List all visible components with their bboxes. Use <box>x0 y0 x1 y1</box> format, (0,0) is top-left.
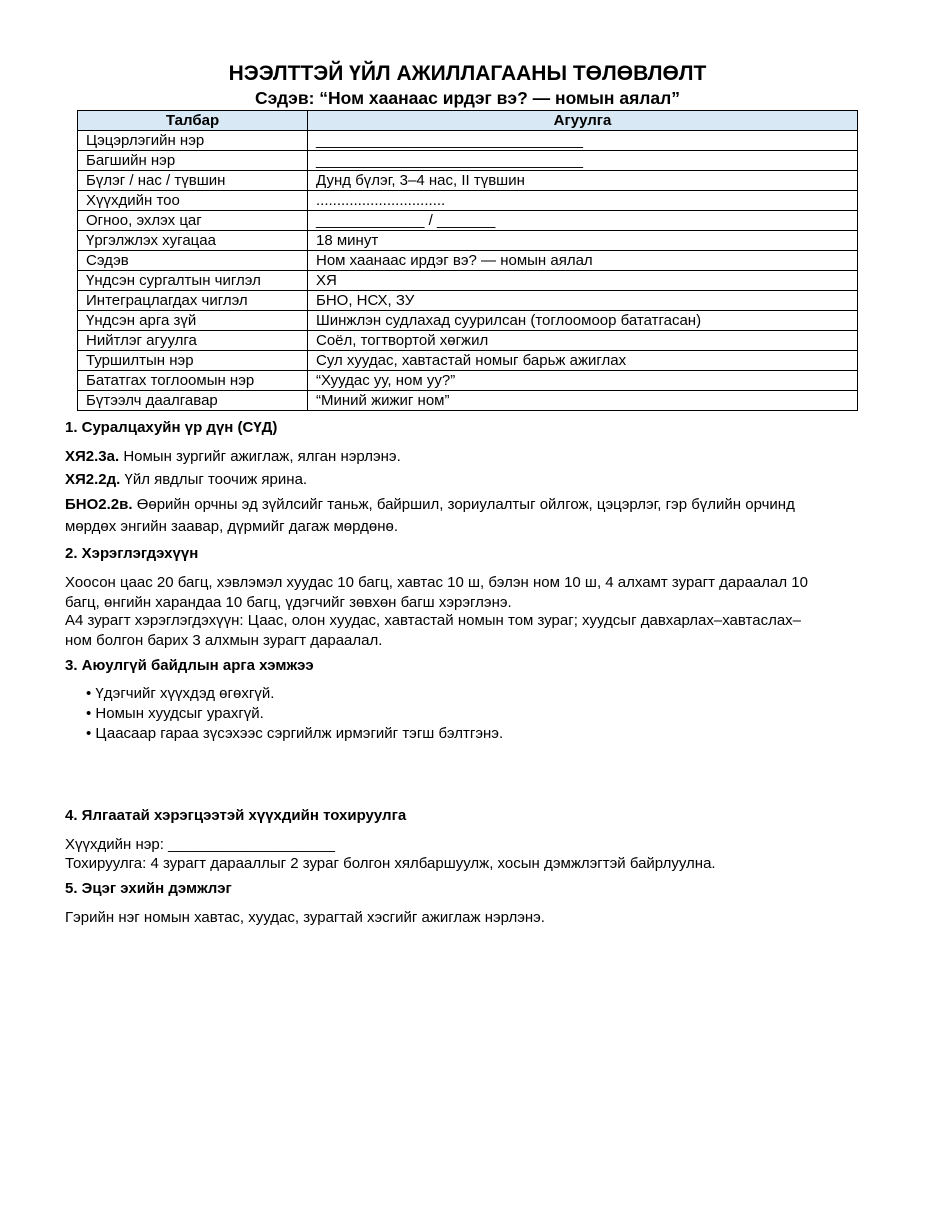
info-table <box>77 110 858 411</box>
table-row <box>78 171 858 191</box>
table-cell: ________________________________ <box>308 131 858 151</box>
table-cell: ________________________________ <box>308 151 858 171</box>
table-cell: Сул хуудас, хавтастай номыг барьж ажиглах <box>308 351 858 371</box>
section-heading-safety: 3. Аюулгүй байдлын арга хэмжээ <box>65 657 314 674</box>
table-row <box>78 371 858 391</box>
table-header-field: Талбар <box>78 111 308 131</box>
parent-support-text: Гэрийн нэг номын хавтас, хуудас, зурагтай хэсгийг ажиглаж нэрлэнэ. <box>65 909 545 926</box>
table-cell: Шинжлэн судлахад суурилсан (тоглоомоор бататгасан) <box>308 311 858 331</box>
section-heading-outcomes: 1. Суралцахуйн үр дүн (СҮД) <box>65 419 278 436</box>
table-row <box>78 131 858 151</box>
outcome-text: Үйл явдлыг тоочиж ярина. <box>120 471 308 488</box>
table-cell: Ном хаанаас ирдэг вэ? — номын аялал <box>308 251 858 271</box>
table-cell: “Хуудас уу, ном уу?” <box>308 371 858 391</box>
table-row <box>78 271 858 291</box>
table-cell: Хүүхдийн тоо <box>78 191 308 211</box>
section-heading-materials: 2. Хэрэглэгдэхүүн <box>65 545 199 562</box>
table-row <box>78 211 858 231</box>
table-cell: Нийтлэг агуулга <box>78 331 308 351</box>
outcome-item <box>65 447 865 467</box>
table-cell: Бататгах тоглоомын нэр <box>78 371 308 391</box>
table-row <box>78 311 858 331</box>
outcome-text: Өөрийн орчны эд зүйлсийг таньж, байршил, зориулалтыг ойлгож, цэцэрлэг, гэр бүлийн орчинд мөрдөх энгийн заавар, дүрмийг дагаж мөрдөнө. <box>65 496 795 535</box>
outcome-item <box>65 494 845 538</box>
table-header-row <box>78 111 858 131</box>
table-header-content: Агуулга <box>308 111 858 131</box>
table-cell: “Миний жижиг ном” <box>308 391 858 411</box>
list-item: • Үдэгчийг хүүхдэд өгөхгүй. <box>86 684 503 704</box>
table-cell: Бүлэг / нас / түвшин <box>78 171 308 191</box>
safety-list <box>86 684 503 744</box>
table-row <box>78 351 858 371</box>
child-name-field: Хүүхдийн нэр: ____________________ <box>65 836 335 853</box>
list-item: • Цаасаар гараа зүсэхээс сэргийлж ирмэгийг тэгш бэлтгэнэ. <box>86 724 503 744</box>
table-cell: БНО, НСХ, ЗУ <box>308 291 858 311</box>
materials-visuals-text: А4 зурагт хэрэглэгдэхүүн: Цаас, олон хуудас, хавтастай номын том зураг; хуудсыг давхарлах–хавтаслах–ном болгон барих 3 алхмын зурагт дараалал. <box>65 612 802 649</box>
document-title: НЭЭЛТТЭЙ ҮЙЛ АЖИЛЛАГААНЫ ТӨЛӨВЛӨЛТ <box>228 62 707 85</box>
table-row <box>78 331 858 351</box>
table-cell: ХЯ <box>308 271 858 291</box>
table-row <box>78 151 858 171</box>
table-row <box>78 391 858 411</box>
table-cell: Цэцэрлэгийн нэр <box>78 131 308 151</box>
table-row <box>78 291 858 311</box>
table-row <box>78 251 858 271</box>
table-row <box>78 231 858 251</box>
outcome-code: ХЯ2.2д. <box>65 471 121 488</box>
table-cell: Сэдэв <box>78 251 308 271</box>
table-cell: Багшийн нэр <box>78 151 308 171</box>
adaptation-text: Тохируулга: 4 зурагт дарааллыг 2 зураг болгон хялбаршуулж, хосын дэмжлэгтэй байрлуулна. <box>65 855 716 872</box>
outcome-code: ХЯ2.3а. <box>65 448 120 465</box>
table-cell: 18 минут <box>308 231 858 251</box>
list-item: • Номын хуудсыг урахгүй. <box>86 704 503 724</box>
document-subtitle: Сэдэв: “Ном хаанаас ирдэг вэ? — номын аялал” <box>254 88 681 108</box>
outcome-item <box>65 470 865 490</box>
table-cell: Үндсэн сургалтын чиглэл <box>78 271 308 291</box>
outcome-code: БНО2.2в. <box>65 496 133 513</box>
materials-text: Хоосон цаас 20 багц, хэвлэмэл хуудас 10 багц, хавтас 10 ш, бэлэн ном 10 ш, 4 алхамт зурагт дараалал 10 багц, өнгийн харандаа 10 багц, үдэгчийг зөвхөн багш хэрэглэнэ. <box>65 574 808 611</box>
section-heading-special-needs: 4. Ялгаатай хэрэгцээтэй хүүхдийн тохируулга <box>65 807 407 824</box>
table-cell: _____________ / _______ <box>308 211 858 231</box>
table-cell: Огноо, эхлэх цаг <box>78 211 308 231</box>
table-cell: Үргэлжлэх хугацаа <box>78 231 308 251</box>
table-cell: ............................... <box>308 191 858 211</box>
table-cell: Туршилтын нэр <box>78 351 308 371</box>
table-cell: Үндсэн арга зүй <box>78 311 308 331</box>
table-cell: Бүтээлч даалгавар <box>78 391 308 411</box>
table-cell: Соёл, тогтвортой хөгжил <box>308 331 858 351</box>
section-heading-parents: 5. Эцэг эхийн дэмжлэг <box>65 880 232 897</box>
table-row <box>78 191 858 211</box>
table-cell: Дунд бүлэг, 3–4 нас, II түвшин <box>308 171 858 191</box>
table-cell: Интеграцлагдах чиглэл <box>78 291 308 311</box>
outcome-text: Номын зургийг ажиглаж, ялган нэрлэнэ. <box>119 448 401 465</box>
